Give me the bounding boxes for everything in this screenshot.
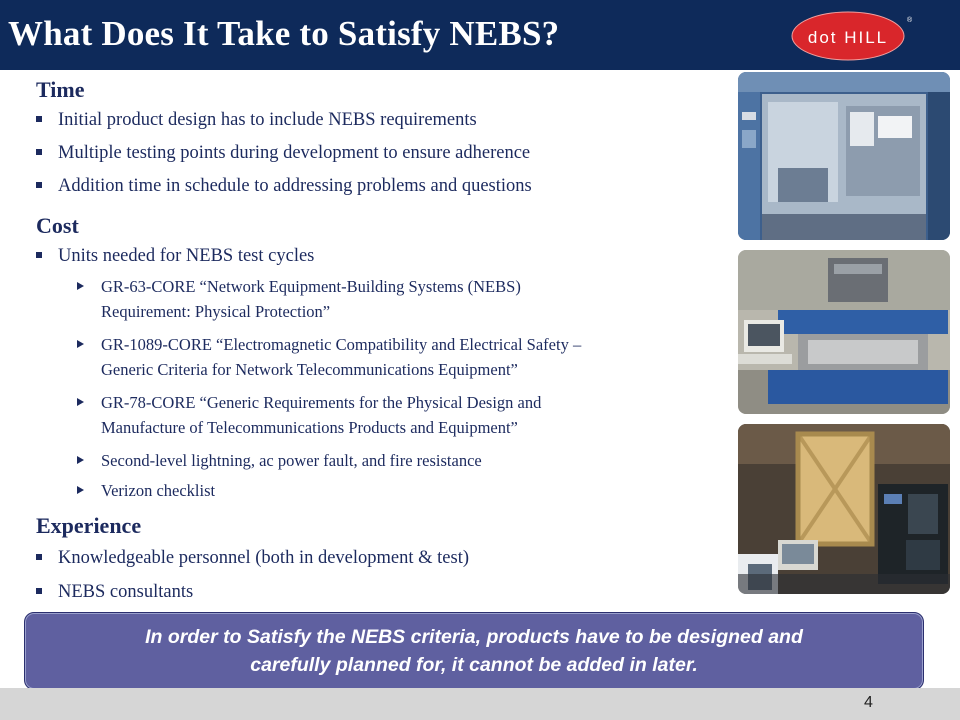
section-heading-experience: Experience <box>36 513 142 538</box>
square-bullet-icon <box>36 182 42 188</box>
bullet-text: Addition time in schedule to addressing problems and questions <box>58 176 532 196</box>
square-bullet-icon <box>36 588 42 594</box>
callout-line: carefully planned for, it cannot be added in later. <box>250 654 698 676</box>
bullet-text: Knowledgeable personnel (both in development & test) <box>58 548 470 568</box>
section-heading-cost: Cost <box>36 213 79 238</box>
sub-bullet-line: GR-1089-CORE “Electromagnetic Compatibility and Electrical Safety – <box>101 335 582 354</box>
section-heading-time: Time <box>36 77 85 102</box>
crate-lab-photo <box>738 424 950 594</box>
footer-bar <box>0 688 960 720</box>
slide-content <box>36 72 736 610</box>
sub-bullet-line: Second-level lightning, ac power fault, and fire resistance <box>101 451 482 470</box>
bullet-item <box>36 108 736 141</box>
sub-bullet-item <box>36 478 736 508</box>
sub-bullet-line: Verizon checklist <box>101 481 216 500</box>
sub-bullet-line: Requirement: Physical Protection” <box>101 302 331 321</box>
square-bullet-icon <box>36 554 42 560</box>
bullet-item <box>36 244 736 274</box>
dot-hill-logo <box>790 10 914 62</box>
triangle-bullet-icon <box>77 398 84 406</box>
slide-title: What Does It Take to Satisfy NEBS? <box>8 14 560 53</box>
triangle-bullet-icon <box>77 456 84 464</box>
square-bullet-icon <box>36 149 42 155</box>
sub-bullet-line: GR-63-CORE “Network Equipment-Building Systems (NEBS) <box>101 277 521 296</box>
bullet-text: NEBS consultants <box>58 582 194 602</box>
square-bullet-icon <box>36 116 42 122</box>
bullet-item <box>36 141 736 174</box>
vibration-table-photo <box>738 250 950 414</box>
svg-text:®: ® <box>907 17 913 24</box>
sub-bullet-item <box>36 274 736 332</box>
bullet-item <box>36 174 736 208</box>
sub-bullet-item <box>36 448 736 478</box>
bullet-text: Units needed for NEBS test cycles <box>58 246 315 266</box>
callout-box <box>24 612 924 690</box>
triangle-bullet-icon <box>77 282 84 290</box>
bullet-text: Multiple testing points during development to ensure adherence <box>58 143 531 163</box>
bullet-text: Initial product design has to include NEBS requirements <box>58 110 477 130</box>
sub-bullet-item <box>36 390 736 448</box>
sub-bullet-line: Generic Criteria for Network Telecommunications Equipment” <box>101 360 518 379</box>
triangle-bullet-icon <box>77 340 84 348</box>
bullet-item <box>36 546 736 580</box>
page-number: 4 <box>864 694 873 711</box>
square-bullet-icon <box>36 252 42 258</box>
sub-bullet-line: Manufacture of Telecommunications Products and Equipment” <box>101 418 518 437</box>
svg-text:dot HILL: dot HILL <box>807 28 889 47</box>
sub-bullet-line: GR-78-CORE “Generic Requirements for the Physical Design and <box>101 393 542 412</box>
triangle-bullet-icon <box>77 486 84 494</box>
bullet-item <box>36 580 736 610</box>
callout-text <box>25 623 923 679</box>
callout-line: In order to Satisfy the NEBS criteria, products have to be designed and <box>145 626 803 648</box>
test-chamber-photo <box>738 72 950 240</box>
sub-bullet-item <box>36 332 736 390</box>
